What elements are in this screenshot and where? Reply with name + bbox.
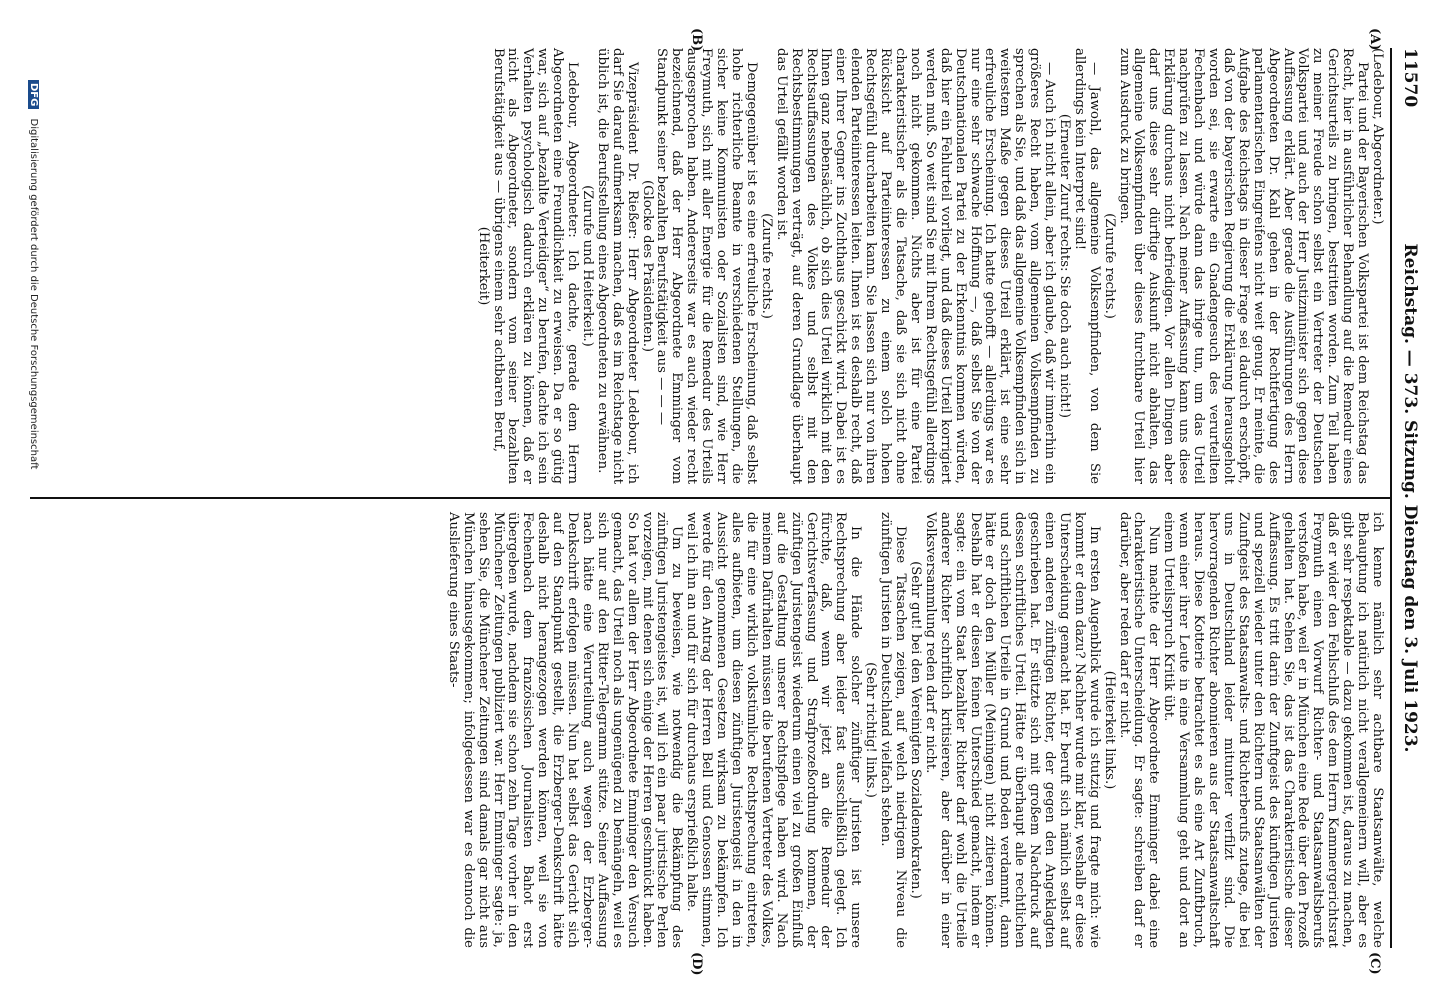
footer-credit: Digitalisierung gefördert durch die Deutsche Forschungsgemeinschaft — [28, 118, 39, 470]
left-paragraph: Ledebour, Abgeordneter: Ich dachte, gerade dem Herrn Abgeordneten eine Freundlichkeit zu erweisen. Da er so gütig war, sich auf „bezahlte Verteidiger“ zu berufen, dachte ich sein Verhalten psychologisch dadurch erklären zu können, daß er nicht als Abgeordneter, sondern vom seiner bezahlten Berufstätigkeit aus — übrigens einem sehr achtbaren Beruf, — [490, 48, 581, 484]
left-interjection: (Zurufe rechts.) — [758, 213, 774, 319]
left-interjection: (Glocke des Präsidenten.) — [639, 179, 655, 353]
margin-mark-d: (D) — [689, 952, 704, 976]
left-interjection: (Heiterkeit) — [475, 226, 491, 306]
margin-mark-a: (A) — [1367, 28, 1382, 51]
left-interjection: (Zurufe und Heiterkeit.) — [579, 185, 595, 347]
page-title: Reichstag. — 373. Sitzung. Dienstag den 3. Juli 1923. — [1400, 243, 1420, 753]
left-paragraph: — Auch ich nicht allein, aber ich glaube, daß wir immerhin ein größeres Recht haben, vom allgemeinen Volksempfinden zu sprechen als Sie, und daß das allgemeine Volksempfinden sich in weitestem Maße gegen dieses Urteil erklärt, ist eine sehr erfreuliche Erscheinung. Ich hatte gehofft — allerdings war es nur eine sehr schwache Hoffnung —, daß selbst Sie von der Deutschnationalen Partei zu der Erkenntnis kommen würden, daß hier ein Fehlurteil vorliegt, und daß dieses Urteil korrigiert werden muß. So weit sind Sie mit Ihrem Rechtsgefühl allerdings noch nicht gekommen. Nichts aber ist für eine Partei charakteristischer als die Tatsache, daß sie sich nicht ohne Rücksicht auf Parteiinteressen zu einem solch hohen Rechtsgefühl durcharbeiten kann. Sie lassen sich nur von ihren elenden Parteiinteressen leiten. Ihnen ist es deshalb recht, daß einer Ihrer Gegner ins Zuchthaus geschickt wird. Dabei ist es Ihnen ganz nebensächlich, ob sich dies Urteil wirklich mit den Rechtsauffassungen des Volkes und selbst mit den Rechtsbestimmungen verträgt, auf deren Grundlage überhaupt das Urteil gefällt worden ist. — [773, 48, 1058, 484]
column-divider — [30, 497, 1390, 499]
page-header — [1390, 48, 1420, 948]
right-paragraph: Nun machte der Herr Abgeordnete Emminger dabei eine charakteristische Unterscheidung. Er sagte: schreiben darf er darüber, aber reden darf er nicht. — [1116, 512, 1162, 948]
right-paragraph: Diese Tatsachen zeigen, auf welch niedrigem Niveau die zünftigen Juristen in Deutschland vielfach stehen. — [878, 512, 908, 948]
page-footer — [28, 80, 39, 469]
right-interjection: (Sehr richtig! links.) — [863, 662, 879, 798]
right-paragraph: Um zu beweisen, wie notwendig die Bekämpfung des zünftigen Juristengeistes ist, will ich ein paar juristische Perlen vorzeigen, mit denen sich einige der Herren geschmückt haben. So hat vor allem der Herr Abgeordnete Emminger den Versuch gemacht, das Urteil noch als ungenügend zu bemängeln, weil es sich nur auf den Ritter-Telegramm stütze. Seiner Auffassung nach hätte eine Verurteilung auch wegen der Erzberger-Denkschrift erfolgen müssen. Nun hat selbst das Gericht sich auf den Standpunkt gestellt, die Erzberger-Denkschrift hätte deshalb nicht herangezogen werden können, weil sie von Fechenbach dem französischen Journalisten Bahot erst übergeben wurde, nachdem sie schon zehn Tage vorher in den Münchener Zeitungen publiziert war. Herr Emminger sagte: ja, sehen Sie, die Münchener Zeitungen sind damals gar nicht aus München hinausgekommen; infolgedessen war es dennoch die Auslieferung eines Staats- — [445, 512, 685, 948]
left-interjection: (Erneuter Zuruf rechts: Sie doch auch nicht!) — [1056, 113, 1072, 419]
left-paragraph: Partei und der Bayerischen Volkspartei ist dem Reichstag das Recht, hier in ausführlicher Behandlung auf die Remedur eines Gerichtsurteils zu bringen, bestritten worden. Zum Teil haben zu meiner Freude schon selbst ein Vertreter der Deutschen Volkspartei und auch der Herr Justizminister sich gegen diese Auffassung erklärt. Aber gerade die Ausführungen des Herrn Abgeordneten Dr. Kahl gehen in der Rechtfertigung des parlamentarischen Eingreifens nicht weit genug. Er meinte, die Aufgabe des Reichstags in dieser Frage sei dadurch erschöpft, daß von der bayerischen Regierung die Erklärung herausgeholt worden sei, sie erwarte ein Gnadengesuch des verurteilten Fechenbach und würde dann das ihrige tun, um das Urteil nachprüfen zu lassen. Nach meiner Auffassung kann uns diese Erklärung durchaus nicht befriedigen. Vor allen Dingen aber darf uns diese sehr dürftige Auskunft nicht abhalten, das allgemeine Volksempfinden über dieses furchtbare Urteil hier zum Ausdruck zu bringen. — [1116, 48, 1371, 484]
right-interjection: (Heiterkeit links.) — [1101, 670, 1117, 790]
dfg-logo: DFG — [28, 80, 39, 109]
left-text-column — [475, 48, 1384, 484]
margin-mark-b: (B) — [689, 28, 704, 52]
left-paragraph: (Ledebour, Abgeordneter.) — [1370, 48, 1385, 225]
right-paragraph: Im ersten Augenblick wurde ich stutzig und fragte mich: wie kommt er denn dazu? Nachher wurde mir klar, weshalb er diese Unterscheidung gemacht hat. Er beruft sich nämlich selbst auf einen anderen zünftigen Richter, der gegen den Angeklagten geschrieben hat. Er stützte sich mit großem Nachdruck auf dessen schriftliches Urteil. Hätte er überhaupt alle rechtlichen und schriftlichen Urteile in Grund und Boden verdammt, dann hätte er doch den Müller (Meiningen) nicht zitieren können. Deshalb hat er diesen feinen Unterschied gemacht, indem er sagte: ein vom Staat bezahlter Richter darf wohl die Urteile anderer Richter schriftlich kritisieren, aber darüber in einer Volksversammlung reden darf er nicht. — [922, 512, 1102, 948]
left-paragraph: Demgegenüber ist es eine erfreuliche Erscheinung, daß selbst hohe richterliche Beamte in verschiedenen Stellungen, die sicher keine Kommunisten oder Sozialisten sind, wie Herr Freymuth, sich mit aller Energie für die Remedur des Urteils ausgesprochen haben. Andererseits war es auch wieder recht bezeichnend, daß der Herr Abgeordnete Emminger vom Standpunkt seiner bezahlten Berufstätigkeit aus — — — — [654, 48, 759, 484]
page-number: 11570 — [1400, 48, 1420, 108]
left-paragraph: — Jawohl, das allgemeine Volksempfinden, von dem Sie allerdings kein Interpret sind! — [1071, 48, 1102, 484]
right-paragraph: In die Hände solcher zünftiger Juristen ist unsere Rechtsprechung aber leider fast ausschließlich gelegt. Ich fürchte, daß, wenn wir jetzt an die Remedur der Gerichtsverfassung und Strafprozeßordnung kommen, der zünftigen Juristengeist wiederum einen viel zu großen Einfluß auf die Gestaltung unserer Rechtspflege haben wird. Nach meinem Dafürhalten müssen die berufenen Vertreter des Volkes, die für eine wirklich volkstümliche Rechtsprechung eintreten, alles aufbieten, um diesen zünftigen Juristengeist in den in Aussicht genommenen Gesetzen wirksam zu bekämpfen. Ich werde für den Antrag der Herren Bell und Genossen stimmen, weil ich ihn an und für sich für durchaus ersprießlich halte. — [684, 512, 864, 948]
left-interjection: (Zurufe rechts.) — [1101, 213, 1117, 319]
right-paragraph: ich kenne nämlich sehr achtbare Staatsanwälte, welche Behauptung ich natürlich nicht verallgemeinern will, aber es gibt sehr respektable — dazu gekommen ist, daraus zu machen, daß er wider den Fehlschluß des dem Herrn Kammergerichtsrat Freymuth einen Vorwurf Richter- und Staatsanwaltsberufs verstoßen habe, weil er in München eine Rede über den Prozeß gehalten hat. Sehen Sie, das ist das Charakteristische dieser Auffassung. Es tritt darin der Zunftgeist des künftigen Juristen und speziell wieder unter den Richtern und Staatsanwälten der Zunftgeist des Staatsanwalts- und Richterberufs zutage, die bei uns in Deutschland leider mitunter verfilzt sind. Die hervorragenden Richter abonnieren aus der Staatsanwaltschaft heraus. Diese Kotterie betrachtet es als eine Art Zunftbruch, wenn einer ihrer Leute in eine Versammlung geht und dort an einem Urteilsspruch Kritik übt. — [1161, 512, 1385, 948]
margin-mark-c: (C) — [1367, 952, 1382, 975]
right-interjection: (Sehr gut! bei den Vereinigten Sozialdemokraten.) — [907, 561, 923, 899]
left-paragraph: Vizepräsident Dr. Rießer: Herr Abgeordneter Ledebour, ich darf Sie darauf aufmerksam machen, daß es im Reichstage nicht üblich ist, die Berufsstellung eines Abgeordneten zu erwähnen. — [594, 48, 640, 484]
right-text-column — [445, 512, 1384, 948]
